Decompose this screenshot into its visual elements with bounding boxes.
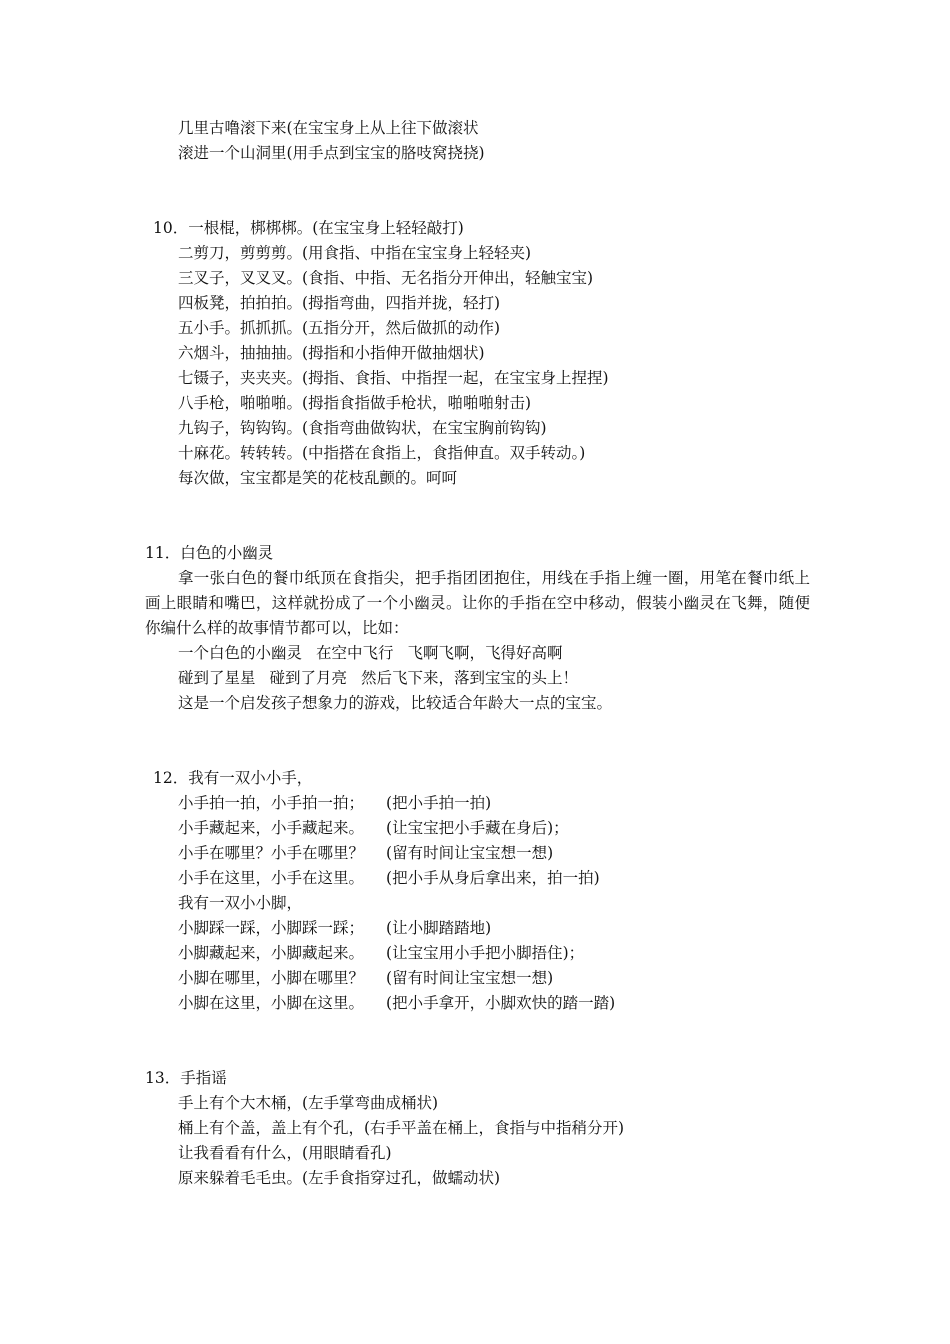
s12-row bbox=[178, 943, 584, 963]
s12-action: (把小手从身后拿出来，拍一拍) bbox=[386, 869, 600, 887]
s12-verse: 小脚踩一踩，小脚踩一踩； bbox=[178, 919, 365, 937]
s12-row bbox=[178, 843, 553, 863]
verse-part: 然后飞下来，落到宝宝的头上！ bbox=[361, 669, 579, 687]
s12-row bbox=[178, 868, 600, 888]
s12-action: (让小脚踏踏地) bbox=[386, 919, 492, 937]
s12-subtitle: 我有一双小小脚， bbox=[178, 894, 303, 912]
verse-part: 碰到了月亮 bbox=[269, 669, 348, 687]
s12-action: (把小手拿开，小脚欢快的踏一踏) bbox=[386, 994, 616, 1012]
s11-note: 这是一个启发孩子想象力的游戏，比较适合年龄大一点的宝宝。 bbox=[178, 694, 613, 712]
s12-verse: 小手在哪里？小手在哪里？ bbox=[178, 844, 365, 862]
s11-verse-1 bbox=[178, 643, 563, 663]
s12-row bbox=[178, 993, 615, 1013]
verse-part: 碰到了星星 bbox=[178, 669, 256, 687]
s11-verse-2 bbox=[178, 668, 578, 688]
s12-verse: 小脚在哪里，小脚在哪里？ bbox=[178, 969, 365, 987]
verse-part: 在空中飞行 bbox=[316, 644, 394, 662]
verse-part: 飞啊飞啊，飞得好高啊 bbox=[407, 644, 563, 662]
s12-row bbox=[178, 968, 553, 988]
verse-part: 一个白色的小幽灵 bbox=[178, 644, 303, 662]
s10-line: 五小手。抓抓抓。(五指分开，然后做抓的动作) bbox=[178, 319, 501, 337]
s10-line: 每次做，宝宝都是笑的花枝乱颤的。呵呵 bbox=[178, 469, 458, 487]
s10-line: 三叉子，叉叉叉。(食指、中指、无名指分开伸出，轻触宝宝) bbox=[178, 269, 594, 287]
s12-verse: 小脚在这里，小脚在这里。 bbox=[178, 994, 365, 1012]
s10-line: 八手枪，啪啪啪。(拇指食指做手枪状，啪啪啪射击) bbox=[178, 394, 532, 412]
s13-line: 原来躲着毛毛虫。(左手食指穿过孔，做蠕动状) bbox=[178, 1169, 501, 1187]
s12-row bbox=[178, 793, 491, 813]
s12-verse: 小手藏起来，小手藏起来。 bbox=[178, 819, 365, 837]
s9-line-1: 几里古噜滚下来(在宝宝身上从上往下做滚状 bbox=[178, 119, 479, 137]
s10-line: 六烟斗，抽抽抽。(拇指和小指伸开做抽烟状) bbox=[178, 344, 485, 362]
s12-action: (让宝宝用小手把小脚捂住)； bbox=[386, 944, 585, 962]
s13-title: 13．手指谣 bbox=[145, 1069, 227, 1087]
s12-action: (留有时间让宝宝想一想) bbox=[386, 844, 554, 862]
s12-action: (让宝宝把小手藏在身后)； bbox=[386, 819, 569, 837]
s10-line: 二剪刀，剪剪剪。(用食指、中指在宝宝身上轻轻夹) bbox=[178, 244, 532, 262]
s10-title: 10．一根棍，梆梆梆。(在宝宝身上轻轻敲打) bbox=[153, 219, 464, 237]
s12-action: (留有时间让宝宝想一想) bbox=[386, 969, 554, 987]
s11-title: 11．白色的小幽灵 bbox=[145, 544, 274, 562]
s10-line: 九钩子，钩钩钩。(食指弯曲做钩状，在宝宝胸前钩钩) bbox=[178, 419, 547, 437]
s12-verse: 小脚藏起来，小脚藏起来。 bbox=[178, 944, 365, 962]
s12-row bbox=[178, 918, 491, 938]
s13-line: 桶上有个盖，盖上有个孔，(右手平盖在桶上，食指与中指稍分开) bbox=[178, 1119, 625, 1137]
s12-title: 12．我有一双小小手， bbox=[153, 769, 313, 787]
s9-line-2: 滚进一个山洞里(用手点到宝宝的胳吱窝挠挠) bbox=[178, 144, 485, 162]
s10-line: 十麻花。转转转。(中指搭在食指上，食指伸直。双手转动。) bbox=[178, 444, 586, 462]
s13-line: 手上有个大木桶，(左手掌弯曲成桶状) bbox=[178, 1094, 439, 1112]
s13-line: 让我看看有什么，(用眼睛看孔) bbox=[178, 1144, 392, 1162]
s11-paragraph: 拿一张白色的餐巾纸顶在食指尖，把手指团团抱住，用线在手指上缠一圈，用笔在餐巾纸上画上眼睛和嘴巴，这样就扮成了一个小幽灵。让你的手指在空中移动，假装小幽灵在飞舞，随便你编什么样的故事情节都可以，比如： bbox=[145, 569, 810, 637]
s10-line: 七镊子，夹夹夹。(拇指、食指、中指捏一起，在宝宝身上捏捏) bbox=[178, 369, 609, 387]
s10-line: 四板凳，拍拍拍。(拇指弯曲，四指并拢，轻打) bbox=[178, 294, 501, 312]
s12-verse: 小手拍一拍，小手拍一拍； bbox=[178, 794, 365, 812]
s12-verse: 小手在这里，小手在这里。 bbox=[178, 869, 365, 887]
s12-row bbox=[178, 818, 569, 838]
s12-action: (把小手拍一拍) bbox=[386, 794, 492, 812]
